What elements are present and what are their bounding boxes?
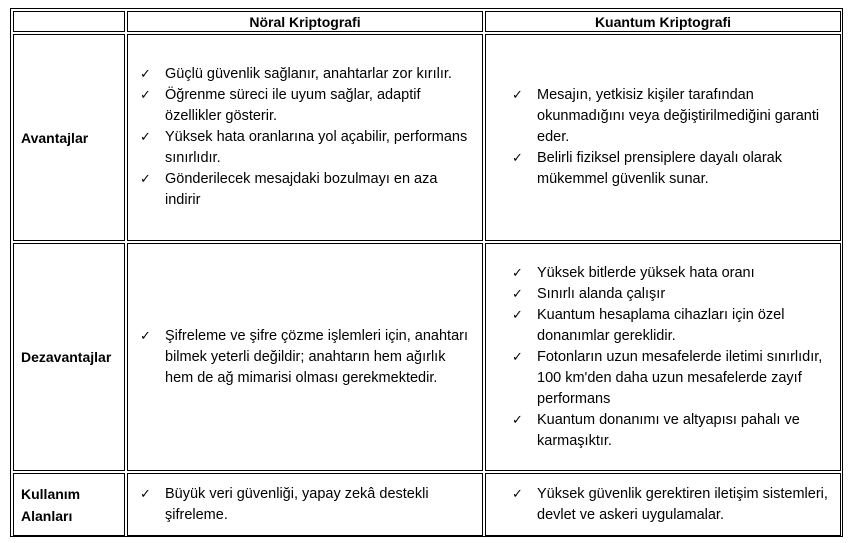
check-icon: ✓ — [140, 328, 151, 344]
check-icon: ✓ — [512, 349, 523, 365]
list-item: ✓ Öğrenme süreci ile uyum sağlar, adaptif özellikler gösterir. — [140, 87, 421, 124]
list-item: ✓ Şifreleme ve şifre çözme işlemleri için, anahtarı bilmek yeterli değildir; anahtarın hem ağırlık hem de ağ mimarisi olması gerekmektedir. — [140, 327, 468, 386]
list-item: ✓ Kuantum hesaplama cihazları için özel donanımlar gereklidir. — [512, 306, 785, 344]
use-cases-neural-list — [128, 484, 482, 526]
list-item: ✓ Gönderilecek mesajdaki bozulmayı en aza indirir — [140, 171, 438, 208]
header-neural-cryptography: Nöral Kriptografi — [127, 11, 483, 32]
disadvantages-quantum-cell — [485, 243, 841, 471]
row-label-use-cases: Kullanım Alanları — [13, 473, 125, 536]
disadvantages-neural-cell — [127, 243, 483, 471]
list-item: ✓ Fotonların uzun mesafelerde iletimi sınırlıdır, 100 km'den daha uzun mesafelerde zayıf performans — [512, 348, 823, 407]
check-icon: ✓ — [140, 88, 151, 103]
list-item: ✓ Yüksek hata oranlarına yol açabilir, performans sınırlıdır. — [140, 129, 468, 166]
header-quantum-cryptography: Kuantum Kriptografi — [485, 11, 841, 32]
use-cases-quantum-list — [486, 484, 840, 526]
list-item: ✓ Kuantum donanımı ve altyapısı pahalı ve karmaşıktır. — [512, 411, 800, 449]
row-label-advantages: Avantajlar — [13, 34, 125, 241]
advantages-quantum-list — [486, 85, 840, 190]
list-item: ✓ Sınırlı alanda çalışır — [486, 284, 840, 305]
check-icon: ✓ — [140, 486, 151, 502]
check-icon: ✓ — [140, 67, 151, 82]
list-item: ✓ Yüksek bitlerde yüksek hata oranı — [486, 263, 840, 284]
check-icon: ✓ — [512, 486, 523, 502]
advantages-neural-list — [128, 64, 482, 211]
list-item: ✓ Yüksek güvenlik gerektiren iletişim sistemleri, devlet ve askeri uygulamalar. — [512, 485, 828, 523]
disadvantages-neural-list — [128, 326, 482, 389]
advantages-quantum-cell — [485, 34, 841, 241]
check-icon: ✓ — [512, 286, 523, 302]
list-item: ✓ Belirli fiziksel prensiplere dayalı olarak mükemmel güvenlik sunar. — [512, 150, 782, 187]
advantages-neural-cell — [127, 34, 483, 241]
comparison-table — [10, 8, 843, 537]
header-empty-cell — [13, 11, 125, 32]
check-icon: ✓ — [140, 130, 151, 145]
check-icon: ✓ — [512, 307, 523, 323]
list-item: ✓ Mesajın, yetkisiz kişiler tarafından okunmadığını veya değiştirilmediğini garanti eder. — [512, 87, 820, 145]
row-label-disadvantages: Dezavantajlar — [13, 243, 125, 471]
check-icon: ✓ — [512, 265, 523, 281]
check-icon: ✓ — [140, 172, 151, 187]
check-icon: ✓ — [512, 151, 523, 166]
check-icon: ✓ — [512, 88, 523, 103]
list-item: ✓ Güçlü güvenlik sağlanır, anahtarlar zor kırılır. — [128, 64, 482, 85]
use-cases-neural-cell — [127, 473, 483, 536]
disadvantages-quantum-list — [486, 263, 840, 452]
use-cases-quantum-cell — [485, 473, 841, 536]
check-icon: ✓ — [512, 412, 523, 428]
list-item: ✓ Büyük veri güvenliği, yapay zekâ destekli şifreleme. — [140, 485, 429, 523]
